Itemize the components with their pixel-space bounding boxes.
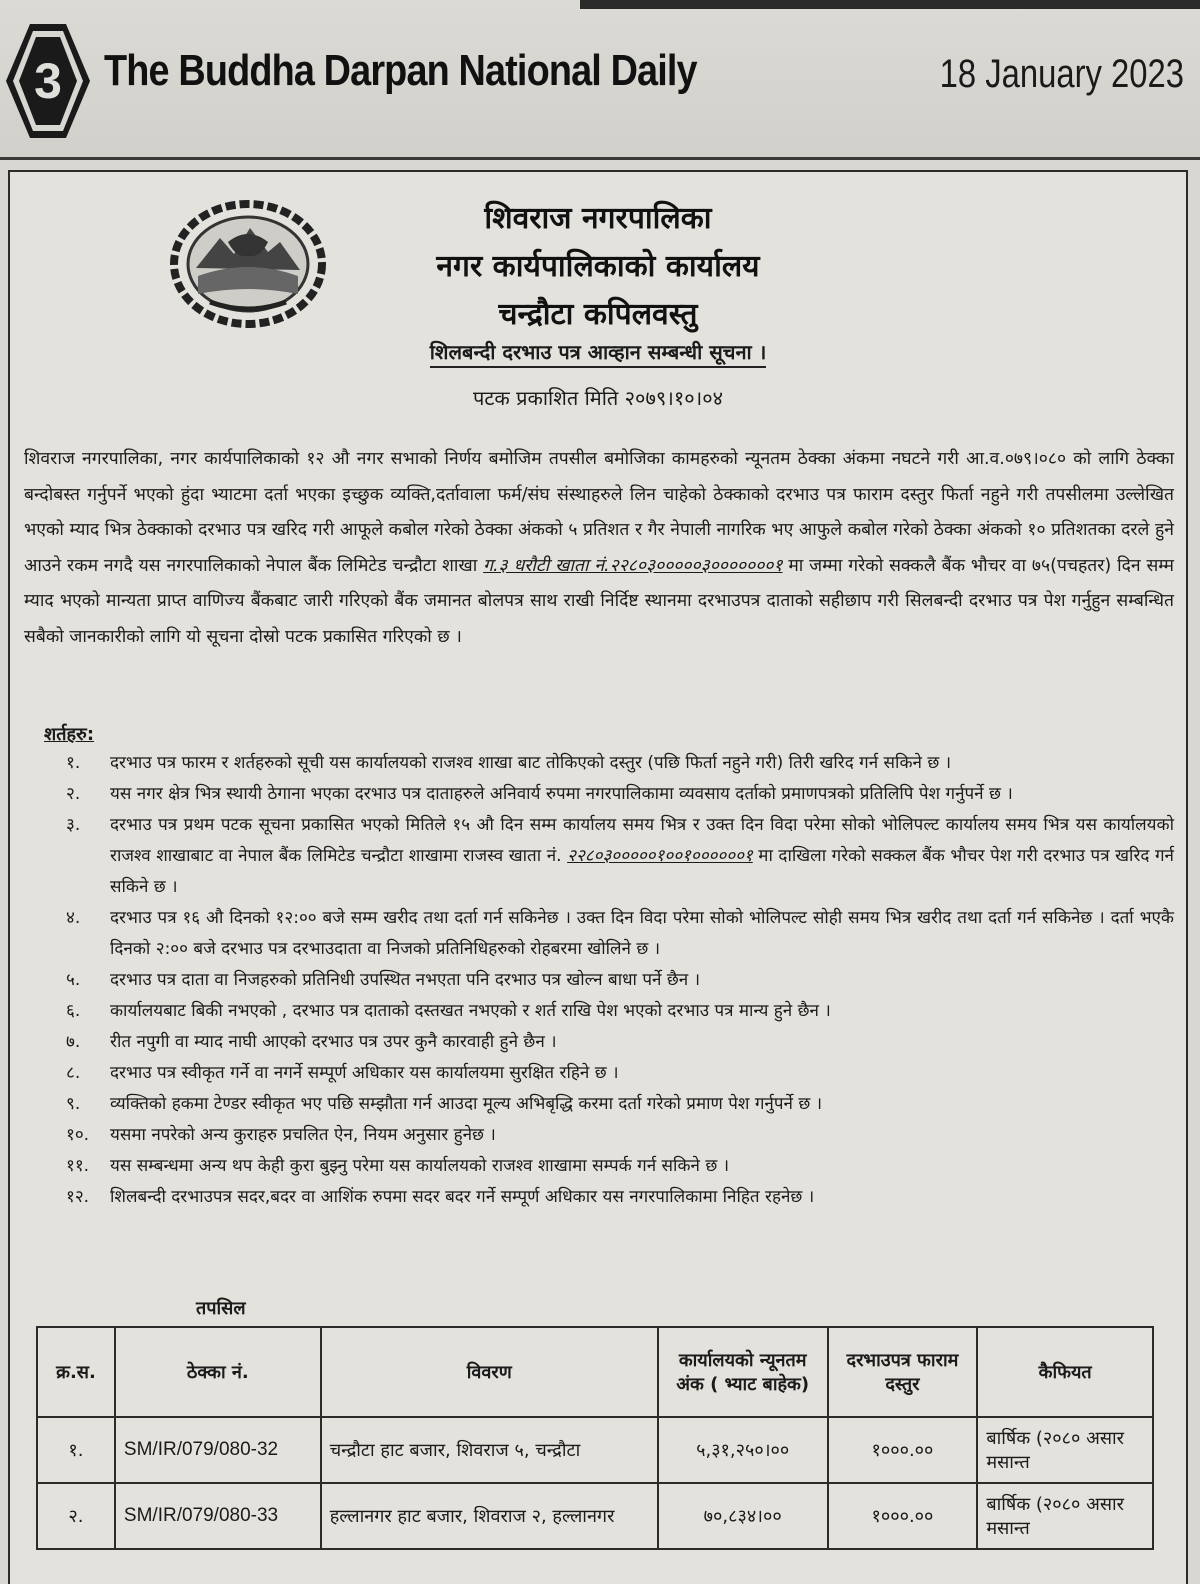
condition-text-b: मा दाखिला गरेको सक्कल बैंक भौचर पेश गरी दरभाउ पत्र खरिद गर्न सकिने छ । [110,846,1174,897]
col-header-contract-no: ठेक्का नं. [115,1327,321,1417]
revenue-account: २२८०३०००००१००१००००००१ [567,846,753,866]
col-header-form-fee: दरभाउपत्र फाराम दस्तुर [828,1327,978,1417]
condition-text: शिलबन्दी दरभाउपत्र सदर,बदर वा आशिंक रुपमा सदर बदर गर्ने सम्पूर्ण अधिकार यस नगरपालिकामा निहित रहनेछ । [110,1187,815,1207]
cell-description: हल्लानगर हाट बजार, शिवराज २, हल्लानगर [321,1483,658,1549]
condition-number: ५. [66,970,81,990]
condition-item [54,903,1174,965]
notice-heading [10,338,1186,365]
col-header-remarks: कैफियत [977,1327,1153,1417]
cell-remarks: बार्षिक (२०८० असार मसान्त [977,1483,1153,1549]
cell-contract-no: SM/IR/079/080-33 [115,1483,321,1549]
condition-number: १०. [66,1125,90,1145]
col-header-description: विवरण [321,1327,658,1417]
notice-heading-text: शिलबन्दी दरभाउ पत्र आव्हान सम्बन्धी सूचना । [430,340,767,368]
condition-text [110,810,1174,903]
conditions-list [54,748,1174,1213]
table-row [37,1417,1153,1483]
condition-text: यस सम्बन्धमा अन्य थप केही कुरा बुझ्नु परेमा यस कार्यालयको राजश्व शाखामा सम्पर्क गर्न सकिने छ । [110,1156,730,1176]
condition-text-a: दरभाउ पत्र प्रथम पटक सूचना प्रकासित भएको मितिले १५ औ दिन सम्म कार्यालय समय भित्र र उक्त दिन विदा परेमा सोको भोलिपल्ट कार्यालय समय भित्र यस कार्यालयको राजश्व शाखाबाट वा नेपाल बैंक लिमिटेड चन्द्रौटा शाखामा राजस्व खाता नं. [110,815,1174,866]
condition-text: यस नगर क्षेत्र भित्र स्थायी ठेगाना भएका दरभाउ पत्र दाताहरुले अनिवार्य रुपमा नगरपालिकामा व्यवसाय दर्ताको प्रमाणपत्रको प्रतिलिपि पेश गर्नुपर्ने छ । [110,784,1013,804]
page-number-badge [4,22,92,140]
newspaper-title: The Buddha Darpan National Daily [104,46,697,95]
publication-date: पटक प्रकाशित मिति २०७९।१०।०४ [472,386,724,410]
condition-number: ८. [66,1063,81,1083]
office-name: नगर कार्यपालिकाको कार्यालय [436,249,760,284]
condition-item [54,965,1174,996]
condition-number: ४. [66,908,81,928]
schedule-title: तपसिल [196,1298,246,1319]
cell-description: चन्द्रौटा हाट बजार, शिवराज ५, चन्द्रौटा [321,1417,658,1483]
cell-minimum-amount: ७०,८३४।०० [658,1483,828,1549]
cell-minimum-amount: ५,३१,२५०।०० [658,1417,828,1483]
condition-item [54,1120,1174,1151]
condition-number: ६. [66,1001,81,1021]
page-number: 3 [34,53,62,109]
cell-form-fee: १०००.०० [828,1417,978,1483]
col-header-serial: क्र.स. [37,1327,115,1417]
masthead [0,0,1200,160]
body-text-part1: शिवराज नगरपालिका, नगर कार्यपालिकाको १२ औ नगर सभाको निर्णय बमोजिम तपसील बमोजिका कामहरुको न्यूनतम ठेक्का अंकमा नघटने गरी आ.व.०७९।०८० को लागि ठेक्का बन्दोबस्त गर्नुपर्ने भएको हुंदा भ्याटमा दर्ता भएका इच्छुक व्यक्ति,दर्तावाला फर्म/संघ संस्थाहरुले लिन चाहेको ठेक्काको दरभाउ पत्र फाराम दस्तुर फिर्ता नहुने गरी तपसीलमा उल्लेखित भएको म्याद भित्र ठेक्काको दरभाउ पत्र खरिद गरी आफूले कबोल गरेको ठेक्का अंकको ५ प्रतिशत र गैर नेपाली नागरिक भए आफुले कबोल गरेको ठेक्का अंकको १० प्रतिशतका दरले हुने आउने रकम नगदै यस नगरपालिकाको नेपाल बैंक लिमिटेड चन्द्रौटा शाखा [24,449,1174,576]
condition-text: रीत नपुगी वा म्याद नाघी आएको दरभाउ पत्र उपर कुनै कारवाही हुने छैन । [110,1032,557,1052]
conditions-title: शर्तहरु: [44,724,95,745]
condition-item [54,1151,1174,1182]
notice-box [8,170,1188,1584]
cell-contract-no: SM/IR/079/080-32 [115,1417,321,1483]
col-header-minimum-amount: कार्यालयको न्यूनतम अंक ( भ्याट बाहेक) [658,1327,828,1417]
condition-text: कार्यालयबाट बिकी नभएको , दरभाउ पत्र दाताको दस्तखत नभएको र शर्त राखि पेश भएको दरभाउ पत्र मान्य हुने छैन । [110,1001,831,1021]
condition-number: ११. [66,1156,90,1176]
condition-number: २. [66,784,81,804]
condition-number: ७. [66,1032,81,1052]
cell-serial: २. [37,1483,115,1549]
condition-item [54,748,1174,779]
table-header-row [37,1327,1153,1417]
condition-item [54,1027,1174,1058]
table-row [37,1483,1153,1549]
condition-item [54,810,1174,903]
deposit-account: ग.३ धरौटी खाता नं.२२८०३०००००३०००००००१ [483,555,783,576]
issue-date: 18 January 2023 [939,52,1184,96]
top-strip [580,0,1200,9]
tender-schedule-table [36,1326,1154,1550]
condition-item [54,1182,1174,1213]
office-location: चन्द्रौटा कपिलवस्तु [498,297,698,332]
condition-item [54,1089,1174,1120]
condition-number: १२. [66,1187,90,1207]
condition-item [54,779,1174,810]
condition-text: दरभाउ पत्र स्वीकृत गर्ने वा नगर्ने सम्पूर्ण अधिकार यस कार्यालयमा सुरक्षित रहिने छ । [110,1063,619,1083]
body-text-part2: मा जम्मा गरेको सक्कलै बैंक भौचर वा ७५(पचहतर) दिन सम्म म्याद भएको मान्यता प्राप्त वाणिज्य बैंकबाट जारी गरिएको बैंक जमानत बोलपत्र साथ राखी निर्दिष्ट स्थानमा दरभाउपत्र दाताको सहीछाप गरी सिलबन्दी दरभाउ पत्र पेश गर्नुहुन सम्बन्धित सबैको जानकारीको लागि यो सूचना दोस्रो पटक प्रकासित गरिएको छ । [24,555,1174,647]
cell-remarks: बार्षिक (२०८० असार मसान्त [977,1417,1153,1483]
cell-form-fee: १०००.०० [828,1483,978,1549]
org-name: शिवराज नगरपालिका [484,201,712,236]
condition-text: दरभाउ पत्र फारम र शर्तहरुको सूची यस कार्यालयको राजश्व शाखा बाट तोकिएको दस्तुर (पछि फिर्ता नहुने गरी) तिरी खरिद गर्न सकिने छ । [110,753,952,773]
condition-text: दरभाउ पत्र दाता वा निजहरुको प्रतिनिधी उपस्थित नभएता पनि दरभाउ पत्र खोल्न बाधा पर्ने छैन । [110,970,701,990]
condition-text: व्यक्तिको हकमा टेण्डर स्वीकृत भए पछि सम्झौता गर्न आउदा मूल्य अभिबृद्धि करमा दर्ता गरेको प्रमाण पेश गर्नुपर्ने छ । [110,1094,823,1114]
condition-text: यसमा नपरेको अन्य कुराहरु प्रचलित ऐन, नियम अनुसार हुनेछ । [110,1125,496,1145]
condition-item [54,996,1174,1027]
masthead-rule [0,157,1200,160]
cell-serial: १. [37,1417,115,1483]
condition-text: दरभाउ पत्र १६ औ दिनको १२:०० बजे सम्म खरीद तथा दर्ता गर्न सकिनेछ । उक्त दिन विदा परेमा सोको भोलिपल्ट सोही समय भित्र खरीद तथा दर्ता गर्न सकिनेछ । दर्ता भएकै दिनको २:०० बजे दरभाउ पत्र दरभाउदाता वा निजको प्रतिनिधिहरुको रोहबरमा खोलिने छ । [110,908,1174,959]
condition-number: ३. [66,815,81,835]
condition-item [54,1058,1174,1089]
condition-number: १. [66,753,81,773]
notice-body [24,442,1174,655]
condition-number: ९. [66,1094,81,1114]
